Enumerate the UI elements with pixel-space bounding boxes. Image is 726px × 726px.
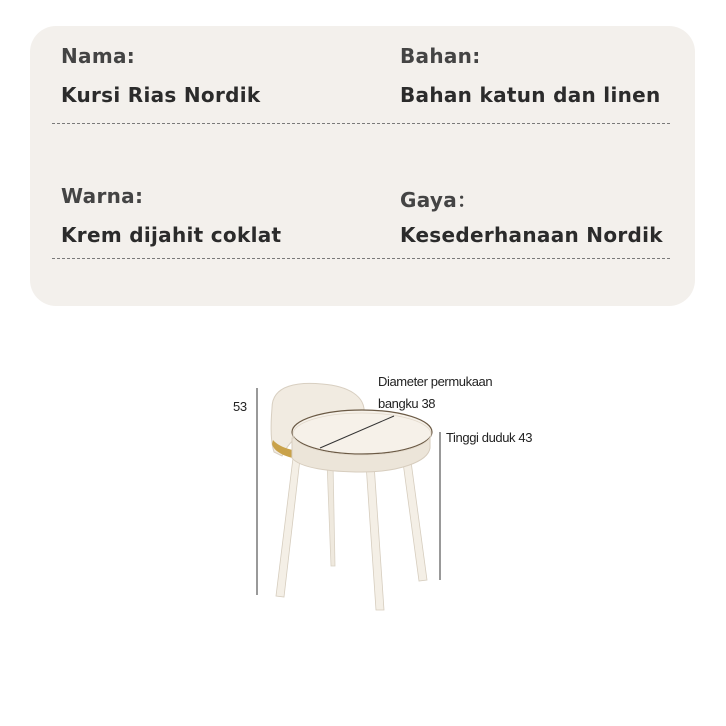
name-value: Kursi Rias Nordik [61, 83, 261, 107]
seat-diameter-label-line1: Diameter permukaan [378, 374, 493, 389]
seat-height-label: Tinggi duduk 43 [446, 430, 533, 445]
color-value: Krem dijahit coklat [61, 223, 282, 247]
material-label: Bahan: [400, 44, 481, 68]
chair-leg-front-center [366, 464, 384, 610]
name-label: Nama: [61, 44, 136, 68]
chair-leg-back-center [327, 462, 335, 566]
style-value: Kesederhanaan Nordik [400, 223, 663, 247]
chair-seat-top [292, 410, 432, 454]
total-height-label: 53 [233, 399, 247, 414]
chair-leg-right [402, 454, 427, 581]
material-value: Bahan katun dan linen [400, 83, 661, 107]
chair-leg-left [276, 458, 300, 597]
color-label: Warna: [61, 184, 144, 208]
seat-diameter-label-line2: bangku 38 [378, 396, 436, 411]
style-label: Gaya： [400, 188, 478, 212]
